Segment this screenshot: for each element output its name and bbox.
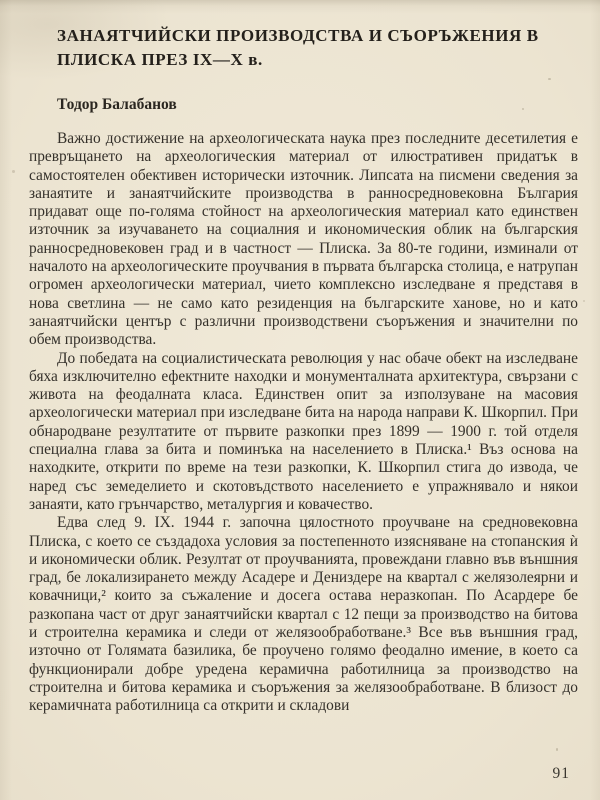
article-author: Тодор Балабанов [57, 96, 177, 113]
body-paragraph: До победата на социалистическата революция у нас обаче обект на изследване бяха изключително ефектните находки и монументалната архитектура, свързани с живота на феодалната класа. Единствен опит за използуване на масовия археологически материал при изследване бита на народа направи К. Шкорпил. При обнародване резултатите от първите разкопки през 1899 — 1900 г. той отделя специална глава за бита и поминъка на населението в Плиска.¹ Въз основа на находките, открити по време на тези разкопки, К. Шкорпил стига до извода, че наред със земеделието и скотовъдството населението е упражнявало и някои занаяти, като грънчарство, металургия и ковачество. [29, 349, 578, 513]
paper-speck [12, 170, 15, 173]
article-content [29, 24, 578, 716]
page-number: 91 [552, 765, 570, 782]
article-title: ЗАНАЯТЧИЙСКИ ПРОИЗВОДСТВА И СЪОРЪЖЕНИЯ В ПЛИСКА ПРЕЗ IX—X в. [57, 26, 539, 69]
paper-speck [556, 748, 558, 751]
body-paragraph: Важно достижение на археологическата наука през последните десетилетия е превръщането на археологическия материал от илюстративен придатък в самостоятелен обективен исторически източник. Липсата на писмени сведения за занаятите и занаятчийските производства в ранносредновековна България придават още по-голяма стойност на археологическия материал като единствен източник за изучаването на социалния и икономическия облик на българския ранносредновековен град и в частност — Плиска. За 80-те години, изминали от началото на археологическите проучвания в първата българска столица, е натрупан огромен археологически материал, чието комплексно изследване я представя в нова светлина — не само като резиденция на българските ханове, но и като занаятчийски център с различни производствени съоръжения и значителни по обем производства. [29, 130, 578, 349]
body-paragraph: Едва след 9. IX. 1944 г. започна цялостното проучване на средновековна Плиска, с което се създадоха условия за постепенното изясняване на стопанския ѝ и икономически облик. Резултат от проучванията, провеждани главно във външния град, бе локализирането между Асадере и Дениздере на квартал с желязолеярни и ковачници,² които за съжаление и досега остава неразкопан. По Асардере бе разкопана част от друг занаятчийски квартал с 12 пещи за производство на битова и строителна керамика и следи от желязообработване.³ Все във външния град, източно от Голямата базилика, бе проучено голямо феодално имение, в което са функционирали добре уредена керамична работилница за производство на строителна и битова керамика и съоръжения за желязообработване. В близост до керамичната работилница са открити и складови [29, 514, 578, 715]
paper-speck [583, 300, 585, 302]
article-body [29, 130, 578, 716]
